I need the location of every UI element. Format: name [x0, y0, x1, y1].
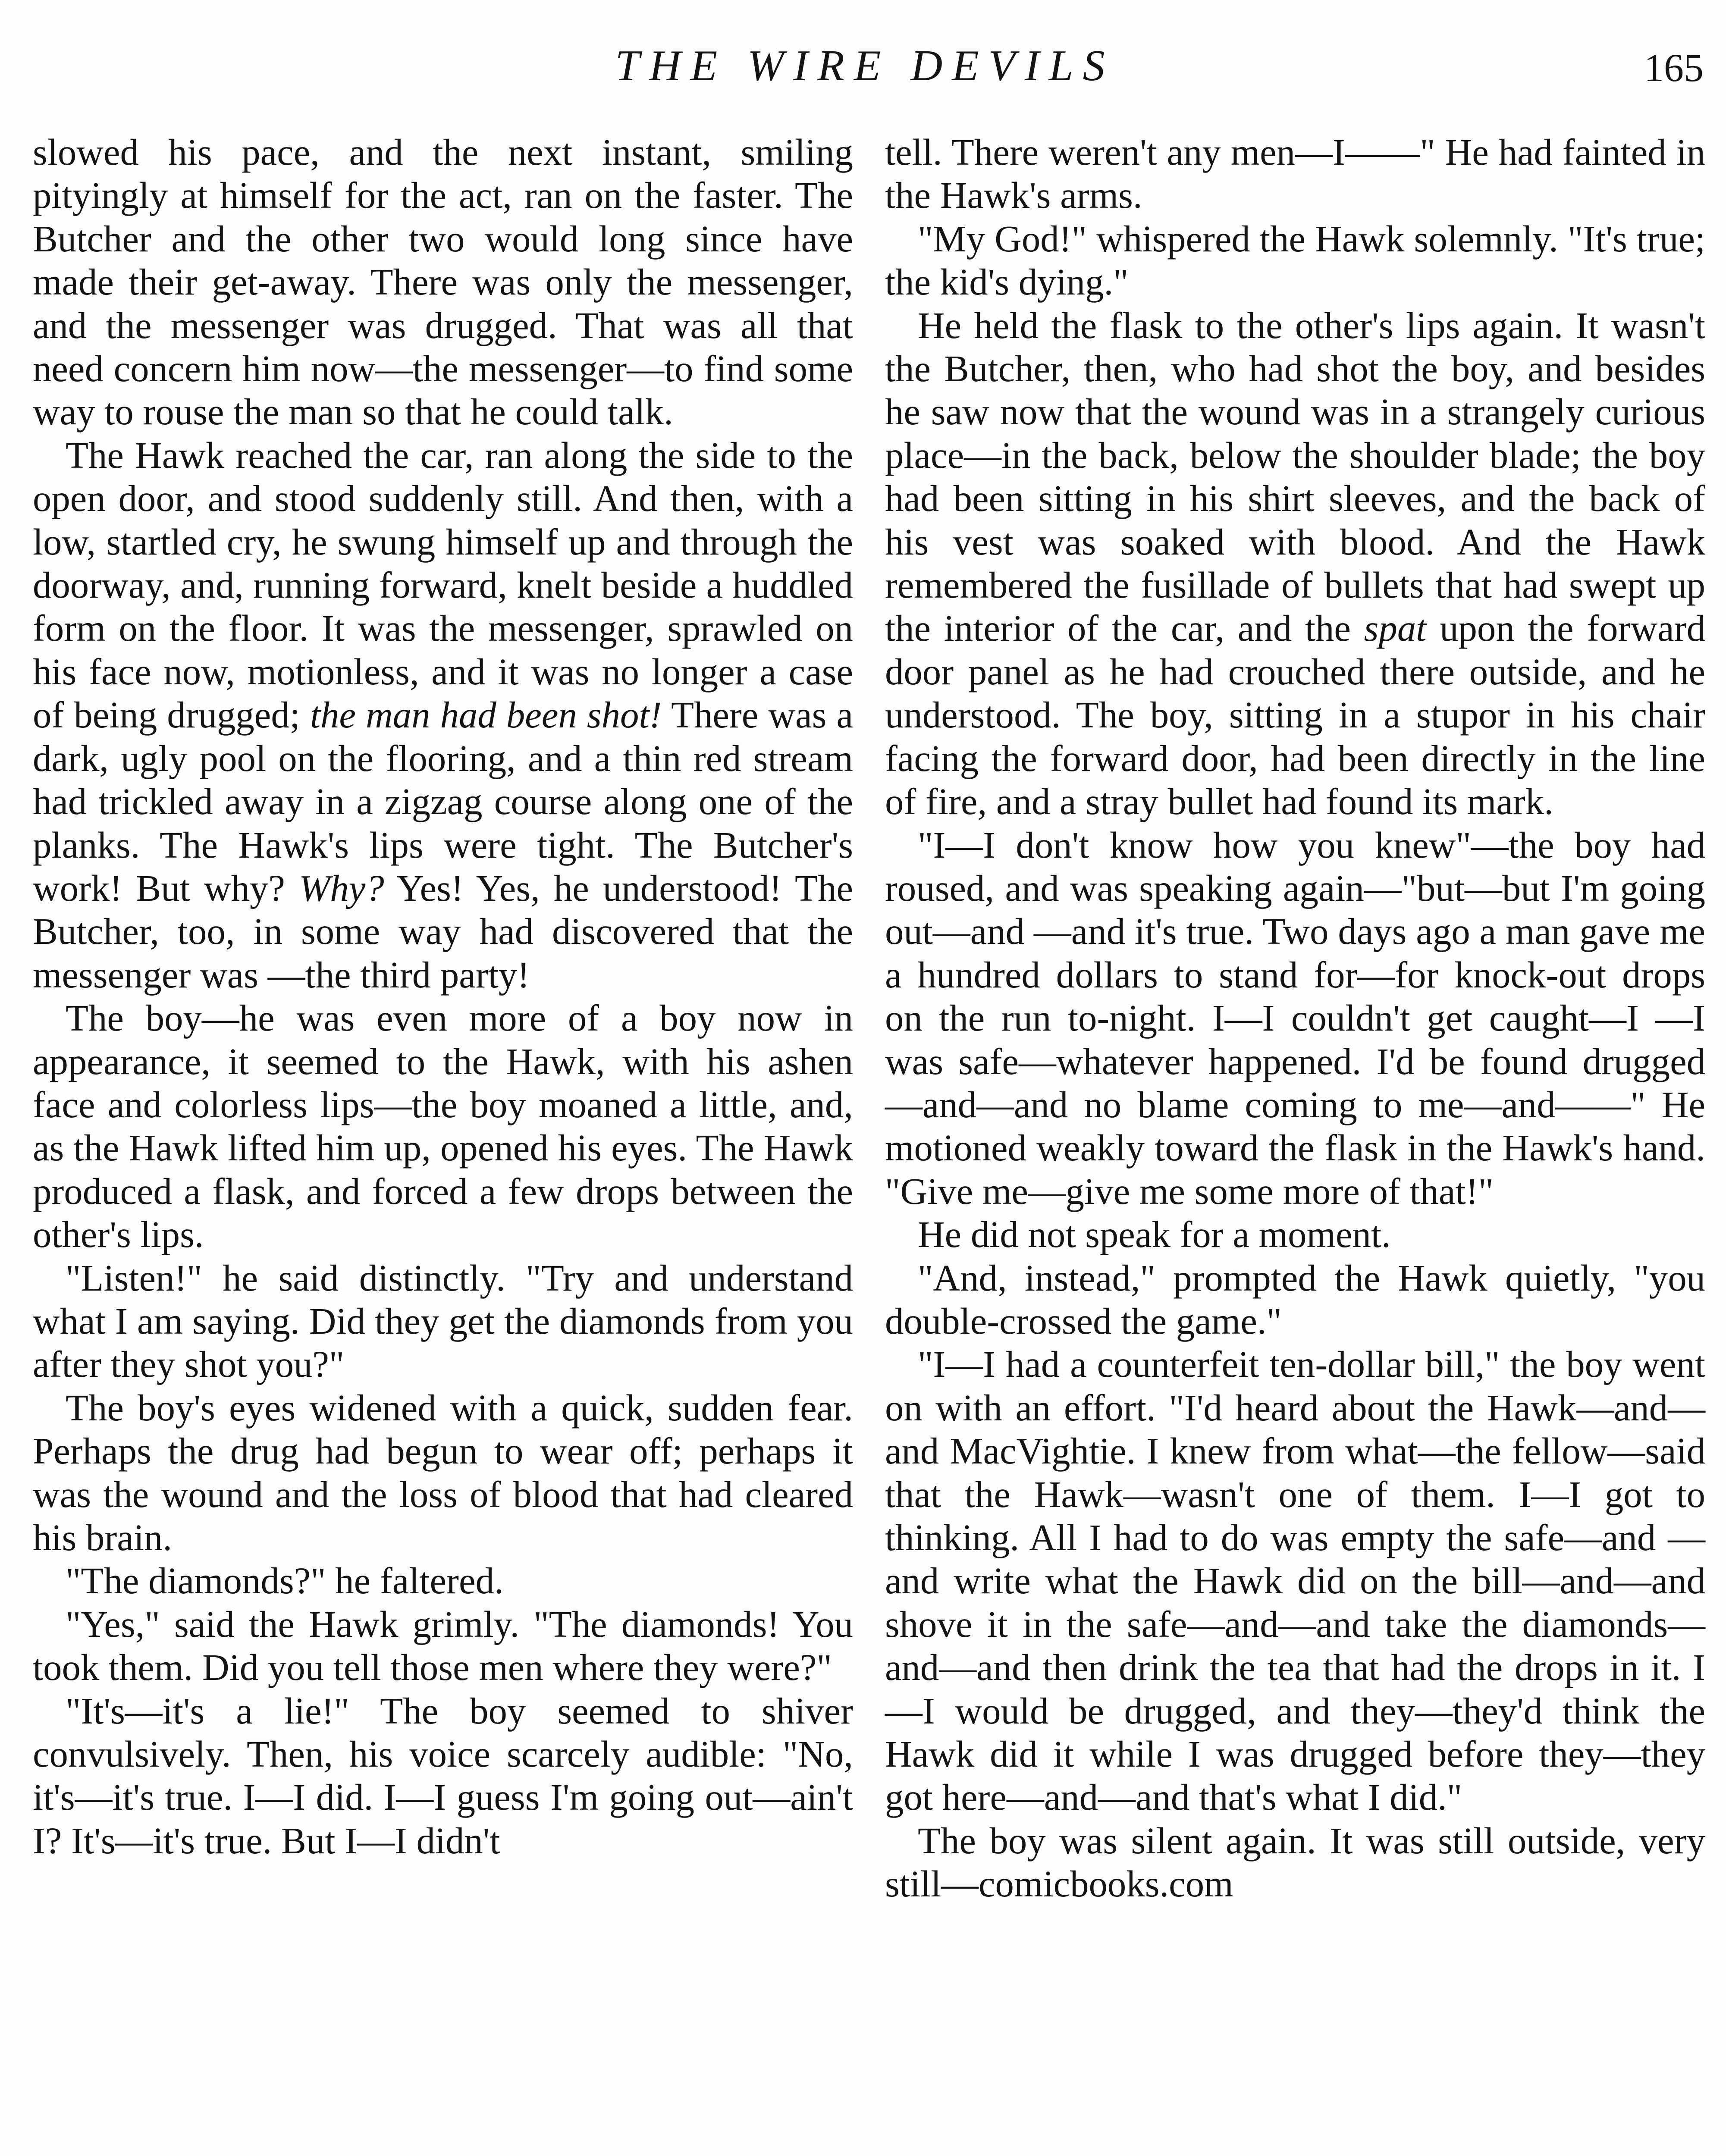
italic-text: spat [1364, 608, 1427, 649]
right-column [885, 131, 1705, 1906]
page-header [26, 34, 1704, 103]
paragraph [33, 1386, 853, 1560]
paragraph-text: "Yes," said the Hawk grimly. "The diamonds! You took them. Did you tell those men where they were?" [33, 1603, 853, 1689]
paragraph-text: The boy was silent again. It was still outside, very still—comicbooks.com [885, 1820, 1705, 1905]
running-title: THE WIRE DEVILS [615, 41, 1114, 90]
paragraph [885, 1213, 1705, 1256]
page-number: 165 [1644, 46, 1704, 90]
paragraph-text: "It's—it's a lie!" The boy seemed to shiver convulsively. Then, his voice scarcely audible: "No, it's—it's true. I—I did. I—I guess I'm going out—ain't I? It's—it's true. But I—I didn't [33, 1690, 853, 1861]
paragraph [885, 824, 1705, 1213]
paragraph-text: The boy—he was even more of a boy now in appearance, it seemed to the Hawk, with his ashen face and colorless lips—the boy moaned a little, and, as the Hawk lifted him up, opened his eyes. The Hawk produced a flask, and forced a few drops between the other's lips. [33, 997, 853, 1256]
paragraph-text: The boy's eyes widened with a quick, sudden fear. Perhaps the drug had begun to wear off; perhaps it was the wound and the loss of blood that had cleared his brain. [33, 1387, 853, 1558]
paragraph [33, 434, 853, 997]
paragraph-text: "The diamonds?" he faltered. [66, 1560, 504, 1602]
italic-text: Why? [299, 867, 384, 909]
left-column [33, 131, 853, 1862]
paragraph-text: "Listen!" he said distinctly. "Try and understand what I am saying. Did they get the diamonds from you after they shot you?" [33, 1257, 853, 1385]
paragraph [885, 1343, 1705, 1819]
paragraph-text: He held the flask to the other's lips again. It wasn't the Butcher, then, who had shot the boy, and besides he saw now that the wound was in a strangely curious place—in the back, below the shoulder blade; the boy had been sitting in his shirt sleeves, and the back of his vest was soaked with blood. And the Hawk remembered the fusillade of bullets that had swept up the interior of the car, and the [885, 304, 1705, 649]
paragraph [885, 131, 1705, 217]
paragraph [885, 1257, 1705, 1343]
paragraph-text: The Hawk reached the car, ran along the side to the open door, and stood suddenly still. And then, with a low, startled cry, he swung himself up and through the doorway, and, running forward, knelt beside a huddled form on the floor. It was the messenger, sprawled on his face now, motionless, and it was no longer a case of being drugged; [33, 434, 853, 736]
paragraph-text: upon the forward door panel as he had crouched there outside, and he understood. The boy, sitting in a stupor in his chair facing the forward door, had been directly in the line of fire, and a stray bullet had found its mark. [885, 608, 1705, 823]
paragraph-text: He did not speak for a moment. [918, 1214, 1391, 1256]
paragraph [33, 1559, 853, 1602]
paragraph [885, 1819, 1705, 1906]
paragraph-text: "I—I don't know how you knew"—the boy had roused, and was speaking again—"but—but I'm going out—and —and it's true. Two days ago a man gave me a hundred dollars to stand for—for knock-out drops on the run to-night. I—I couldn't get caught—I —I was safe—whatever happened. I'd be found drugged—and—and no blame coming to me—and——" He motioned weakly toward the flask in the Hawk's hand. "Give me—give me some more of that!" [885, 824, 1705, 1212]
paragraph-text: "My God!" whispered the Hawk solemnly. "It's true; the kid's dying." [885, 218, 1705, 303]
paragraph [33, 1689, 853, 1863]
paragraph [33, 997, 853, 1256]
paragraph-text: "And, instead," prompted the Hawk quietly, "you double-crossed the game." [885, 1257, 1705, 1342]
paragraph [33, 131, 853, 434]
paragraph [885, 304, 1705, 824]
italic-text: the man had been shot! [310, 694, 662, 736]
paragraph-text: tell. There weren't any men—I——" He had fainted in the Hawk's arms. [885, 132, 1705, 216]
paragraph-text: slowed his pace, and the next instant, smiling pityingly at himself for the act, ran on the faster. The Butcher and the other two would long since have made their get-away. There was only the messenger, and the messenger was drugged. That was all that need concern him now—the messenger—to find some way to rouse the man so that he could talk. [33, 132, 853, 433]
paragraph-text: There was a dark, ugly pool on the flooring, and a thin red stream had trickled away in a zigzag course along one of the planks. The Hawk's lips were tight. The Butcher's work! But why? [33, 694, 853, 909]
paragraph [885, 217, 1705, 304]
paragraph [33, 1257, 853, 1386]
paragraph-text: "I—I had a counterfeit ten-dollar bill," the boy went on with an effort. "I'd heard about the Hawk—and—and MacVightie. I knew from what—the fellow—said that the Hawk—wasn't one of them. I—I got to thinking. All I had to do was empty the safe—and —and write what the Hawk did on the bill—and—and shove it in the safe—and—and take the diamonds—and—and then drink the tea that had the drops in it. I—I would be drugged, and they—they'd think the Hawk did it while I was drugged before they—they got here—and—and that's what I did." [885, 1344, 1705, 1818]
paragraph [33, 1603, 853, 1689]
paragraph-text: Yes! Yes, he understood! The Butcher, too, in some way had discovered that the messenger was —the third party! [33, 867, 853, 996]
